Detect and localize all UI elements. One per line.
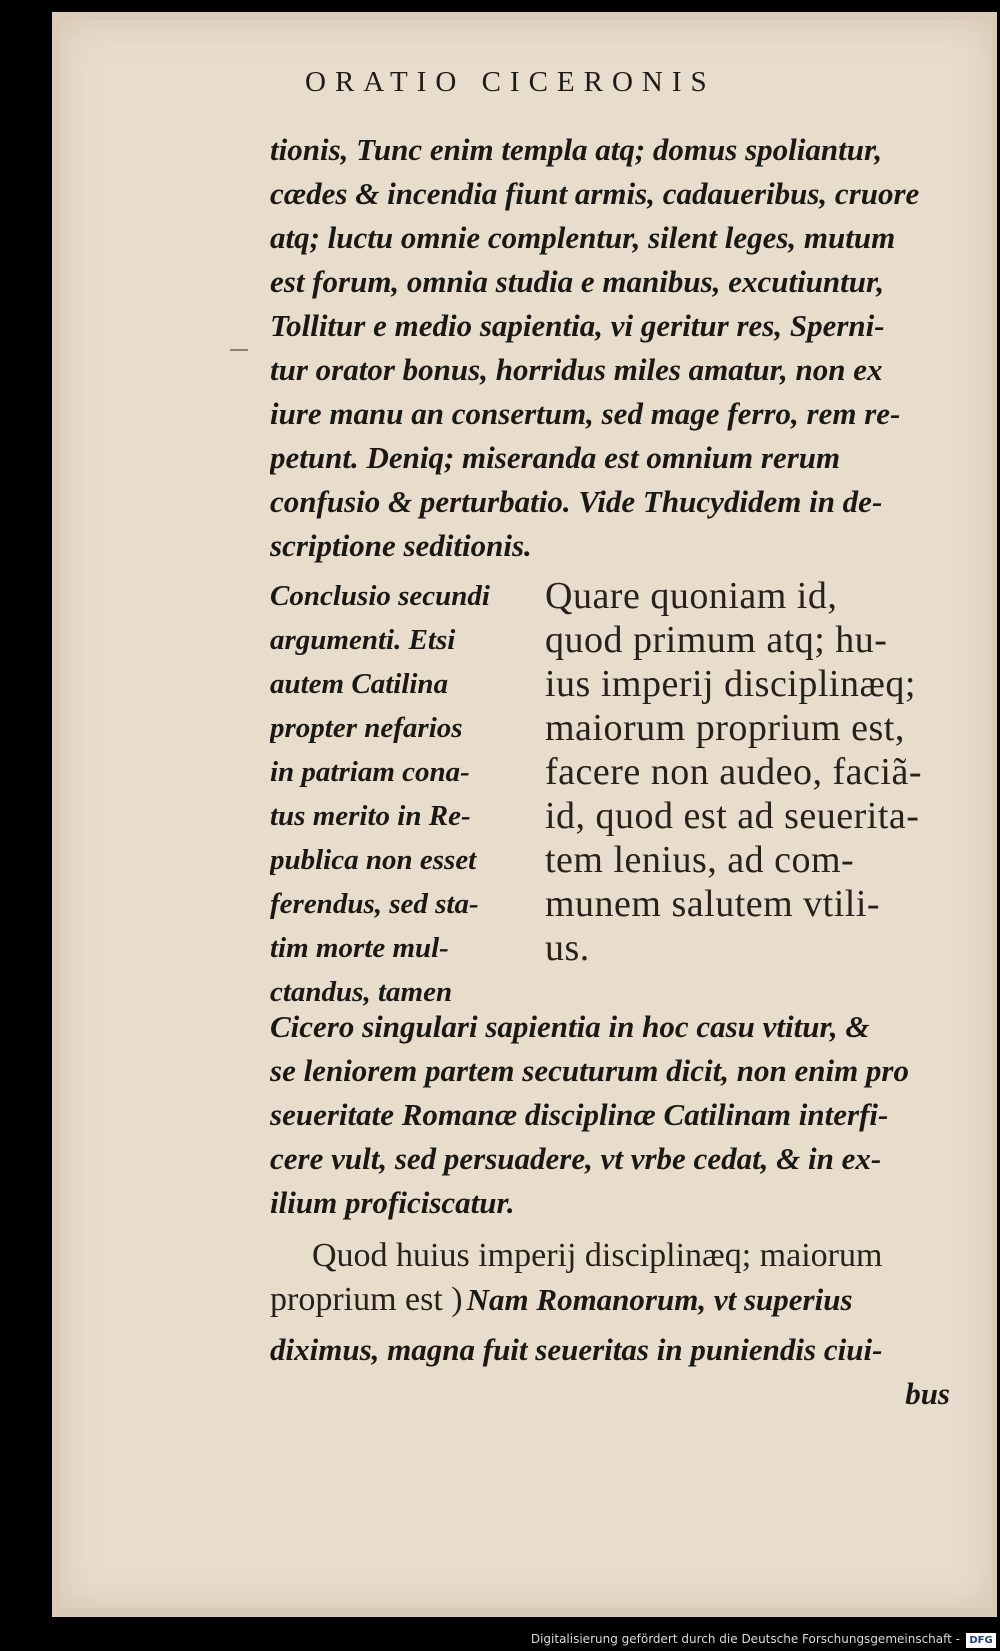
text-line: confusio & perturbatio. Vide Thucydidem in de-	[270, 484, 883, 519]
text-line: publica non esset	[270, 844, 477, 876]
text-line: propter nefarios	[270, 712, 463, 744]
text-line: quod primum atq; hu-	[545, 619, 888, 661]
text-line: maiorum proprium est,	[545, 707, 905, 749]
margin-mark	[230, 349, 248, 351]
text-line: cere vult, sed persuadere, vt vrbe cedat, & in ex-	[270, 1141, 882, 1176]
commentary-paragraph-2	[270, 1005, 960, 1225]
text-line	[270, 1278, 960, 1328]
text-line: tus merito in Re-	[270, 800, 471, 832]
text-line: us.	[545, 927, 590, 969]
text-line: diximus, magna fuit seueritas in puniendis ciui-	[270, 1332, 883, 1367]
text-line: Tollitur e medio sapientia, vi geritur res, Sperni-	[270, 308, 885, 343]
text-line: ius imperij disciplinæq;	[545, 663, 916, 705]
text-line: in patriam cona-	[270, 756, 470, 788]
text-line: tim morte mul-	[270, 932, 449, 964]
text-line: facere non audeo, faciã-	[545, 751, 922, 793]
running-head: ORATIO CICERONIS	[305, 66, 716, 98]
text-line: seueritate Romanæ disciplinæ Catilinam interfi-	[270, 1097, 889, 1132]
text-line: ctandus, tamen	[270, 976, 453, 1008]
text-line: id, quod est ad seuerita-	[545, 795, 920, 837]
text-line: tionis, Tunc enim templa atq; domus spoliantur,	[270, 132, 883, 167]
text-line: cædes & incendia fiunt armis, cadaueribus, cruore	[270, 176, 920, 211]
commentary-text: Nam Romanorum, vt superius	[466, 1282, 853, 1317]
quoted-lemma: Quod huius imperij disciplinæq; maiorum	[312, 1237, 883, 1274]
dfg-logo: DFG	[966, 1633, 996, 1648]
commentary-paragraph-1	[270, 128, 960, 568]
quoted-lemma-end: proprium est )	[270, 1281, 463, 1318]
text-line: munem salutem vtili-	[545, 883, 881, 925]
footer-strip	[0, 1630, 1000, 1651]
text-line: petunt. Deniq; miseranda est omnium rerum	[270, 440, 841, 475]
text-line: Cicero singulari sapientia in hoc casu vtitur, &	[270, 1009, 870, 1044]
text-line: ilium proficiscatur.	[270, 1185, 515, 1220]
text-line: autem Catilina	[270, 668, 449, 700]
closing-paragraph	[270, 1234, 960, 1416]
text-line: tur orator bonus, horridus miles amatur, non ex	[270, 352, 883, 387]
funding-credit: Digitalisierung gefördert durch die Deutsche Forschungsgemeinschaft -	[530, 1632, 960, 1646]
text-line: iure manu an consertum, sed mage ferro, rem re-	[270, 396, 901, 431]
oration-text	[545, 574, 955, 970]
catchword: bus	[905, 1376, 950, 1411]
text-line: ferendus, sed sta-	[270, 888, 479, 920]
sidenote-commentary	[270, 574, 528, 1014]
text-line: argumenti. Etsi	[270, 624, 456, 656]
text-line: est forum, omnia studia e manibus, excutiuntur,	[270, 264, 885, 299]
text-line: se leniorem partem secuturum dicit, non enim pro	[270, 1053, 909, 1088]
text-line: atq; luctu omnie complentur, silent leges, mutum	[270, 220, 896, 255]
text-line: tem lenius, ad com-	[545, 839, 855, 881]
text-line: scriptione seditionis.	[270, 528, 532, 563]
text-line: Quare quoniam id,	[545, 575, 838, 617]
text-line: Conclusio secundi	[270, 580, 490, 612]
